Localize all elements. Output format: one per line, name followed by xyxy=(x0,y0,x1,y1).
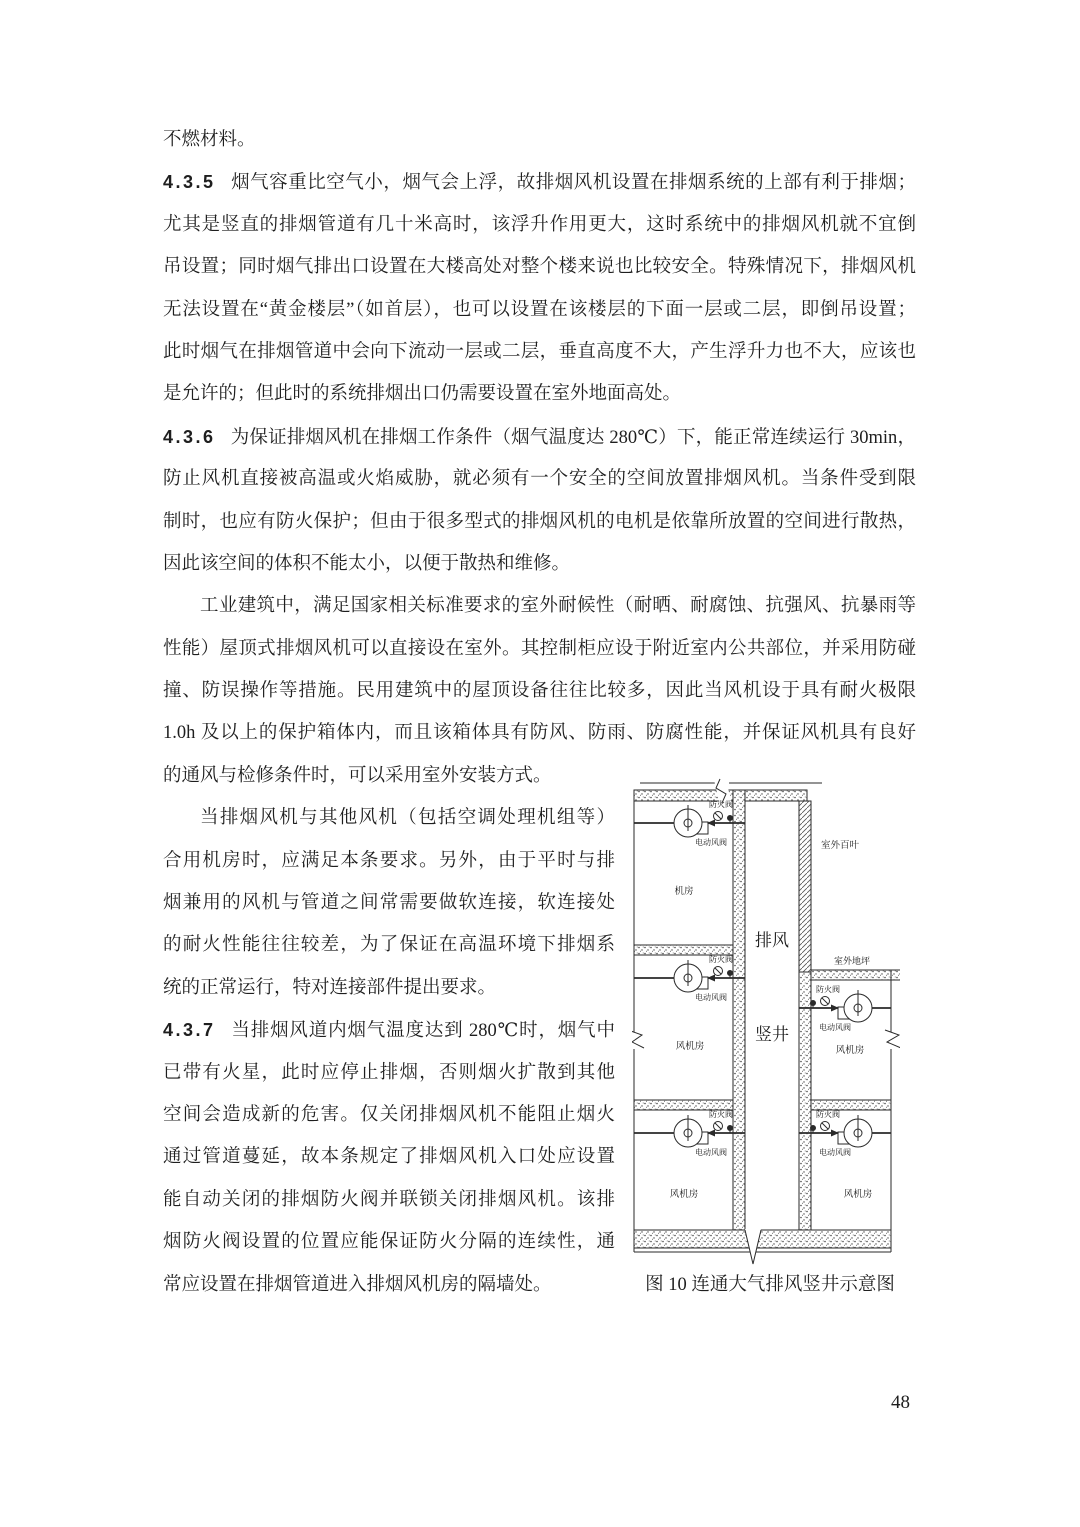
text-line: 当排烟风机与其他风机（包括空调处理机组等） xyxy=(200,808,615,829)
outdoor-ground-label: 室外地坪 xyxy=(833,955,871,966)
fire-damper-label: 防火阀 xyxy=(816,984,840,994)
section-text: 为保证排烟风机在排烟工作条件（烟气温度达 280℃）下，能正常连续运行 30min， xyxy=(230,427,916,448)
section-number: 4.3.7 xyxy=(163,1020,216,1041)
shaft-label-top: 排风 xyxy=(755,930,789,950)
fan-room-label: 风机房 xyxy=(835,1045,865,1056)
section-number: 4.3.6 xyxy=(163,426,216,447)
text-line: 工业建筑中，满足国家相关标准要求的室外耐候性（耐晒、耐腐蚀、抗强风、抗暴雨等 xyxy=(200,596,916,617)
fire-damper-label: 防火阀 xyxy=(709,1109,733,1119)
electric-damper-label: 电动风阀 xyxy=(695,992,727,1002)
text-line xyxy=(163,161,916,203)
outdoor-louver-label: 室外百叶 xyxy=(820,840,860,851)
shaft-right-wall xyxy=(799,972,811,1230)
electric-damper-label: 电动风阀 xyxy=(695,1147,727,1157)
text-line: 烟防火阀设置的位置应能保证防火分隔的连续性，通 xyxy=(163,1232,615,1253)
text-line: 合用机房时，应满足本条要求。另外，由于平时与排 xyxy=(163,850,615,871)
text-line: 1.0h 及以上的保护箱体内，而且该箱体具有防风、防雨、防腐性能，并保证风机具有良好 xyxy=(163,723,916,744)
fan-room-label: 风机房 xyxy=(843,1189,873,1200)
text-line: 此时烟气在排烟管道中会向下流动一层或二层，垂直高度不大，产生浮升力也不大，应该也 xyxy=(163,341,916,362)
section-text: 烟气容重比空气小，烟气会上浮，故排烟风机设置在排烟系统的上部有利于排烟； xyxy=(230,173,916,194)
fan-unit xyxy=(799,990,891,1022)
text-line: 因此该空间的体积不能太小，以便于散热和维修。 xyxy=(163,553,571,574)
fire-damper-label: 防火阀 xyxy=(816,1109,840,1119)
text-line: 吊设置；同时烟气排出口设置在大楼高处对整个楼来说也比较安全。特殊情况下，排烟风机 xyxy=(163,257,916,278)
outdoor-louver-wall xyxy=(799,801,811,972)
text-line: 通过管道蔓延，故本条规定了排烟风机入口处应设置 xyxy=(163,1147,615,1168)
text-line: 常应设置在排烟管道进入排烟风机房的隔墙处。 xyxy=(163,1274,552,1295)
text-line: 尤其是竖直的排烟管道有几十米高时，该浮升作用更大，这时系统中的排烟风机就不宜倒 xyxy=(163,214,916,235)
text-line: 能自动关闭的排烟防火阀并联锁关闭排烟风机。该排 xyxy=(163,1189,615,1210)
text-line: 撞、防误操作等措施。民用建筑中的屋顶设备往往比较多，因此当风机设于具有耐火极限 xyxy=(163,681,916,702)
fire-damper-label: 防火阀 xyxy=(709,954,733,964)
text-and-figure-region xyxy=(163,755,916,1306)
machine-room-label: 机房 xyxy=(674,886,694,897)
text-line: 无法设置在“黄金楼层”（如首层），也可以设置在该楼层的下面一层或二层，即倒吊设置； xyxy=(163,299,916,320)
text-line xyxy=(163,416,916,458)
text-line: 烟兼用的风机与管道之间常需要做软连接，软连接处 xyxy=(163,893,615,914)
text-line: 防止风机直接被高温或火焰威胁，就必须有一个安全的空间放置排烟风机。当条件受到限 xyxy=(163,469,916,490)
text-line: 性能）屋顶式排烟风机可以直接设在室外。其控制柜应设于附近室内公共部位，并采用防碰 xyxy=(163,638,916,659)
fan-unit xyxy=(634,805,745,837)
text-line: 不燃材料。 xyxy=(163,130,256,150)
page-number: 48 xyxy=(891,1392,910,1413)
page-content xyxy=(163,119,916,1306)
fan-room-label: 风机房 xyxy=(669,1189,699,1200)
text-line: 的通风与检修条件时，可以采用室外安装方式。 xyxy=(163,765,552,786)
fire-damper-label: 防火阀 xyxy=(709,799,733,809)
shaft-left-wall xyxy=(733,790,745,1230)
figure-caption: 图 10 连通大气排风竖井示意图 xyxy=(645,1274,895,1295)
fan-unit xyxy=(634,960,745,992)
body-text-column xyxy=(163,755,615,1306)
text-line: 已带有火星，此时应停止排烟，否则烟火扩散到其他 xyxy=(163,1062,615,1083)
fan-room-label: 风机房 xyxy=(675,1041,705,1052)
electric-damper-label: 电动风阀 xyxy=(819,1147,851,1157)
shaft-label-bottom: 竖井 xyxy=(755,1024,789,1044)
section-number: 4.3.5 xyxy=(163,172,216,193)
text-line: 的耐火性能往往较差，为了保证在高温环境下排烟系 xyxy=(163,935,615,956)
text-line: 是允许的；但此时的系统排烟出口仍需要设置在室外地面高处。 xyxy=(163,384,682,405)
text-line: 空间会造成新的危害。仅关闭排烟风机不能阻止烟火 xyxy=(163,1104,615,1125)
body-text-full xyxy=(163,119,916,755)
text-line: 制时，也应有防火保护；但由于很多型式的排烟风机的电机是依靠所放置的空间进行散热， xyxy=(163,511,916,532)
section-text: 当排烟风道内烟气温度达到 280℃时，烟气中 xyxy=(230,1021,615,1042)
fan-unit xyxy=(634,1115,745,1147)
figure-diagram xyxy=(632,778,900,1270)
figure-10 xyxy=(615,755,916,1306)
electric-damper-label: 电动风阀 xyxy=(819,1022,851,1032)
text-line: 统的正常运行，特对连接部件提出要求。 xyxy=(163,977,497,998)
fan-unit xyxy=(799,1115,891,1147)
text-line xyxy=(163,1009,615,1051)
electric-damper-label: 电动风阀 xyxy=(695,837,727,847)
